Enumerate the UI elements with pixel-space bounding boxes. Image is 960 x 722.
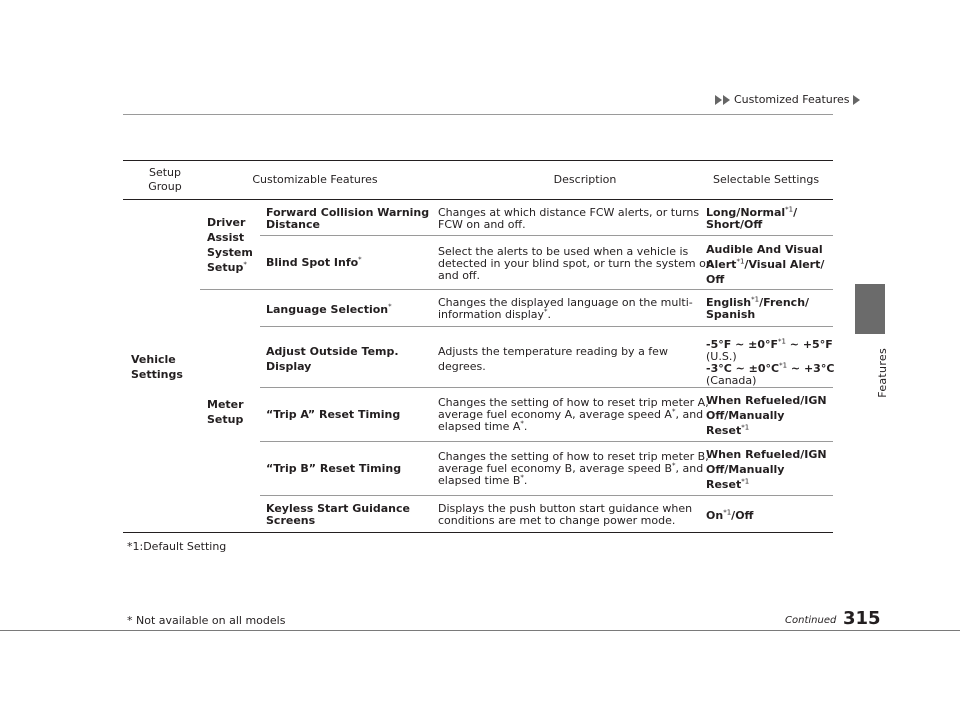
- feature-name: Keyless Start Guidance Screens: [266, 502, 410, 527]
- selectable-settings: English$^{*1}$/French/ Spanish: [706, 295, 810, 321]
- group-vehicle-settings: Vehicle Settings: [131, 353, 183, 381]
- feature-description: Displays the push button start guidance when conditions are met to change power mode.: [438, 502, 693, 527]
- feature-description: Changes the displayed language on the multi- information display*.: [438, 296, 693, 321]
- header-description: Description: [553, 173, 617, 186]
- feature-name: Language Selection*: [266, 302, 392, 316]
- breadcrumb: [715, 93, 860, 106]
- selectable-settings: When Refueled/IGN Off/Manually Reset$^{*1}$: [706, 448, 827, 491]
- header-customizable-features: Customizable Features: [252, 173, 378, 186]
- breadcrumb-arrow-icon: [715, 95, 722, 105]
- section-tab-label: Features: [876, 348, 889, 398]
- footnote-mark: *: [243, 260, 247, 269]
- feature-description: Changes at which distance FCW alerts, or turns FCW on and off.: [438, 206, 700, 231]
- table-footnote: *1:Default Setting: [127, 540, 227, 553]
- section-tab: [855, 284, 885, 334]
- feature-name: Forward Collision Warning Distance: [266, 206, 430, 231]
- page-number: 315: [843, 608, 881, 629]
- footer-rule: [0, 630, 960, 631]
- feature-name: “Trip A” Reset Timing: [266, 408, 401, 421]
- continued-label: Continued: [785, 615, 837, 626]
- breadcrumb-arrow-icon: [853, 95, 860, 105]
- row-rule: [260, 387, 833, 388]
- selectable-settings: On$^{*1}$/Off: [706, 508, 754, 522]
- breadcrumb-title[interactable]: Customized Features: [734, 93, 850, 106]
- header-rule-bottom: [123, 199, 833, 200]
- subgroup-driver-assist: Driver Assist System Setup*: [207, 216, 253, 274]
- selectable-settings: When Refueled/IGN Off/Manually Reset$^{*1}$: [706, 394, 827, 437]
- feature-description: Adjusts the temperature reading by a few degrees.: [438, 345, 668, 373]
- feature-name: “Trip B” Reset Timing: [266, 462, 402, 475]
- feature-description: Changes the setting of how to reset trip meter A, average fuel economy A, average speed A*, and elapsed time A*.: [438, 396, 709, 433]
- subgroup-rule: [200, 289, 833, 290]
- row-rule: [260, 235, 833, 236]
- models-footnote: * Not available on all models: [127, 614, 286, 627]
- feature-description: Select the alerts to be used when a vehicle is detected in your blind spot, or turn the system on and off.: [438, 245, 713, 282]
- breadcrumb-arrow-icon: [723, 95, 730, 105]
- selectable-settings: -5°F ~ $\pm 0^\circ F^{*1}$ ~ +5°F (U.S.) -3°C ~ $\pm 0^\circ C^{*1}$ ~ +3°C (Canada): [706, 337, 835, 387]
- subgroup-meter: Meter Setup: [207, 398, 244, 426]
- header-selectable-settings: Selectable Settings: [713, 173, 820, 186]
- feature-description: Changes the setting of how to reset trip meter B, average fuel economy B, average speed B*, and elapsed time B*.: [438, 450, 709, 487]
- selectable-settings: Audible And Visual Alert$^{*1}$/Visual Alert/ Off: [706, 243, 825, 286]
- feature-name: Adjust Outside Temp. Display: [266, 345, 399, 373]
- table-top-rule: [123, 160, 833, 161]
- row-rule: [260, 326, 833, 327]
- header-setup-group: Setup Group: [148, 166, 182, 193]
- row-rule: [260, 495, 833, 496]
- feature-name: Blind Spot Info*: [266, 255, 362, 269]
- row-rule: [260, 441, 833, 442]
- selectable-settings: Long/Normal$^{*1}$/ Short/Off: [706, 205, 798, 231]
- header-rule: [123, 114, 833, 115]
- table-bottom-rule: [123, 532, 833, 533]
